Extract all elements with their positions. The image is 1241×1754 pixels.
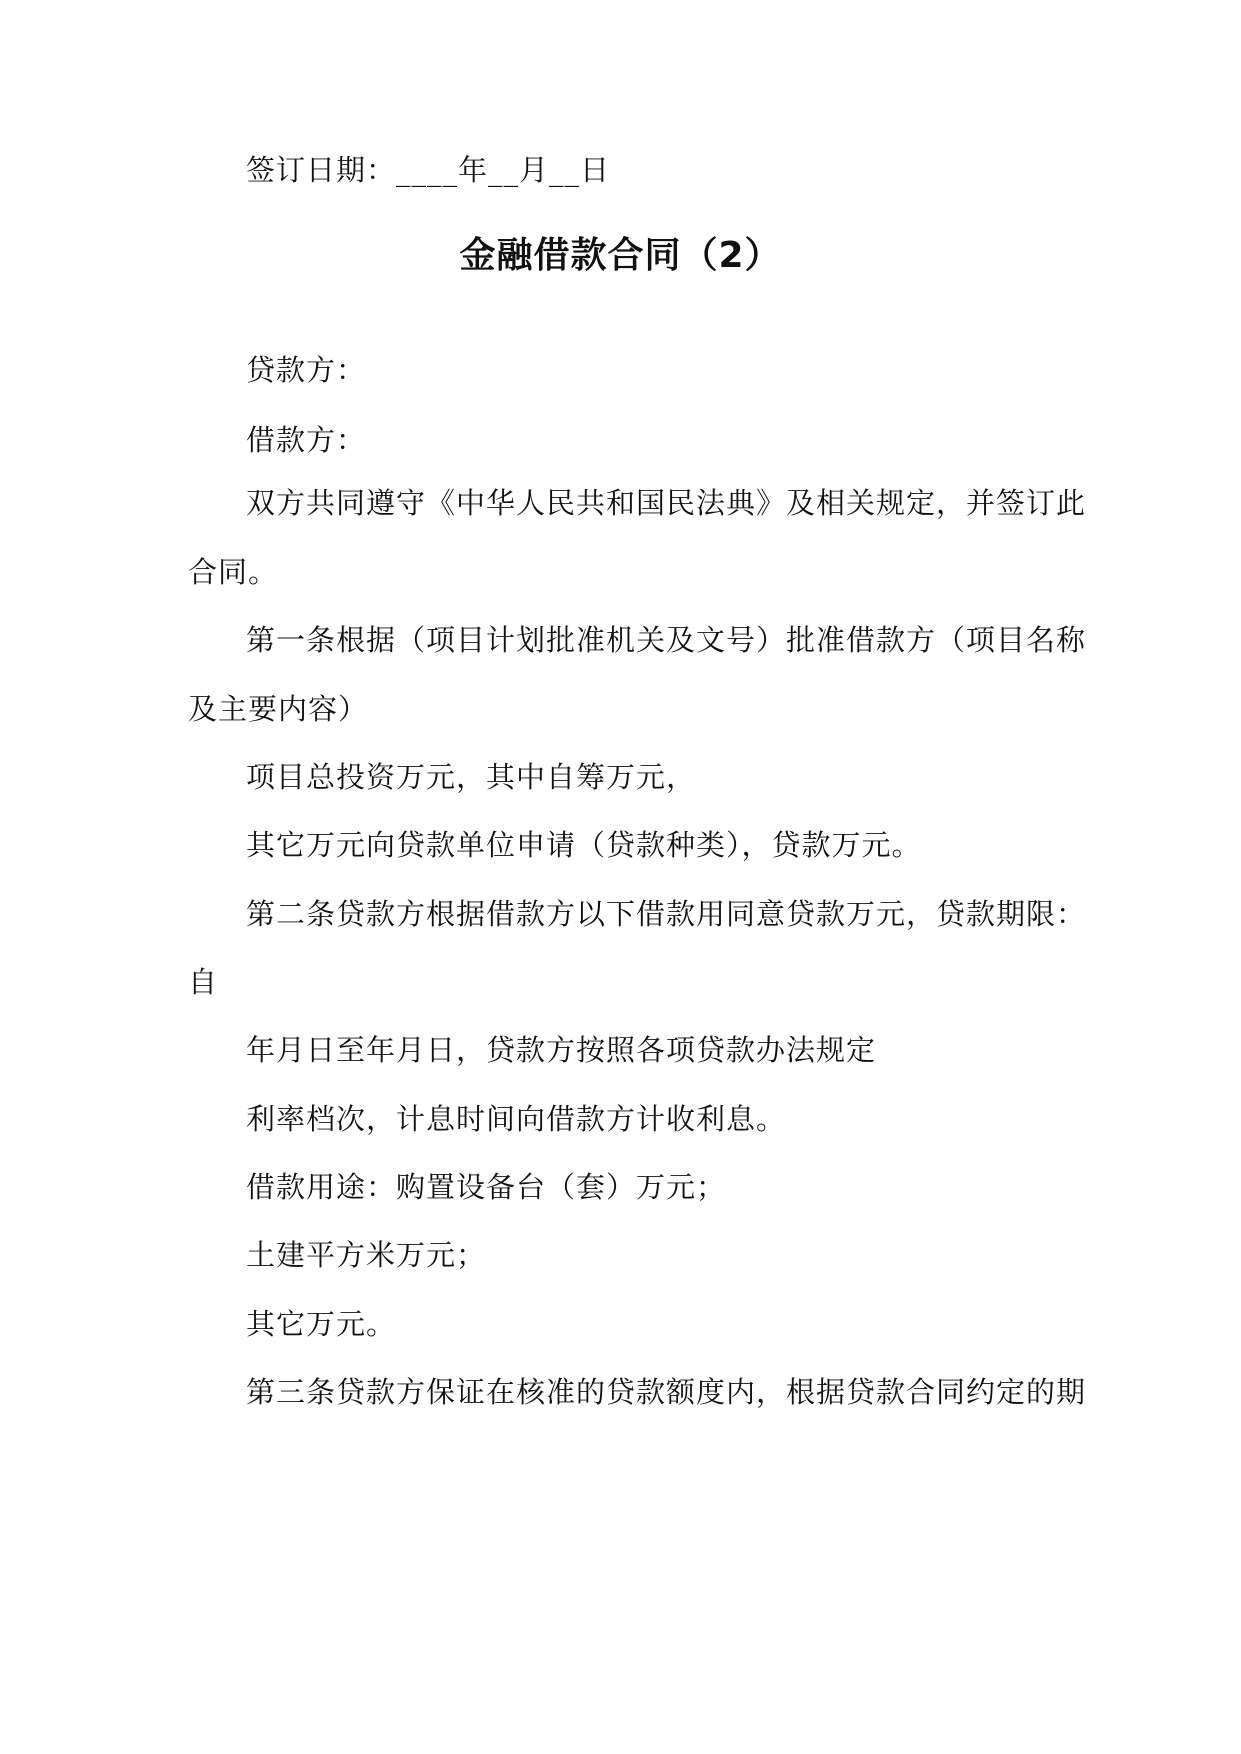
borrower-label: 借款方： (246, 423, 367, 457)
paragraph-line: 借款用途：购置设备台（套）万元； (246, 1170, 727, 1204)
lender-label: 贷款方： (246, 353, 367, 387)
paragraph-line: 自 (188, 965, 219, 999)
paragraph-line: 双方共同遵守《中华人民共和国民法典》及相关规定，并签订此 (246, 486, 1087, 520)
paragraph-line: 其它万元向贷款单位申请（贷款种类），贷款万元。 (246, 828, 922, 862)
paragraph-line: 第一条根据（项目计划批准机关及文号）批准借款方（项目名称 (246, 623, 1087, 657)
paragraph-line: 第二条贷款方根据借款方以下借款用同意贷款万元，贷款期限： (246, 897, 1087, 931)
document-title: 金融借款合同（2） (459, 235, 782, 276)
paragraph-line: 其它万元。 (246, 1307, 397, 1341)
paragraph-line: 土建平方米万元； (246, 1238, 487, 1272)
paragraph-line: 年月日至年月日，贷款方按照各项贷款办法规定 (246, 1033, 877, 1067)
paragraph-line: 第三条贷款方保证在核准的贷款额度内，根据贷款合同约定的期 (246, 1375, 1087, 1409)
paragraph-line: 利率档次，计息时间向借款方计收利息。 (246, 1102, 787, 1136)
paragraph-line: 及主要内容） (188, 692, 369, 726)
paragraph-line: 合同。 (188, 555, 279, 589)
sign-date: 签订日期：____年__月__日 (246, 153, 611, 187)
paragraph-line: 项目总投资万元，其中自筹万元， (246, 760, 697, 794)
